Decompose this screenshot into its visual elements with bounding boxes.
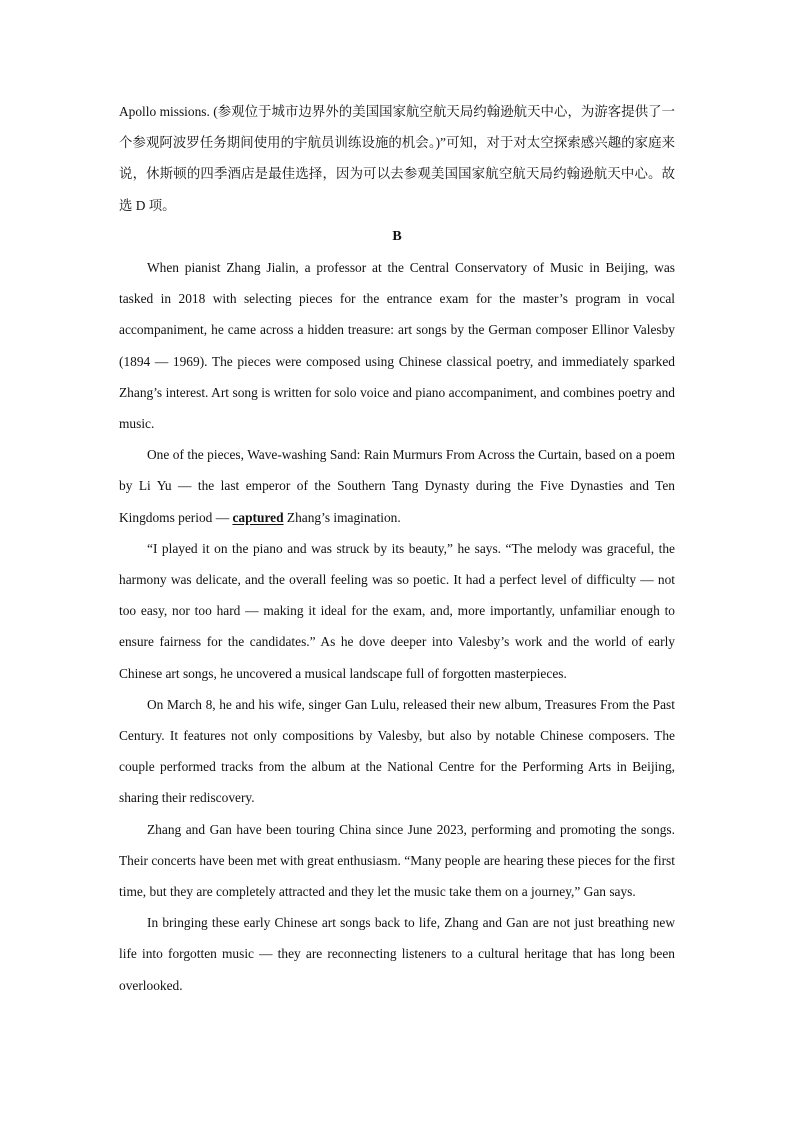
intro-paragraph: Apollo missions. (参观位于城市边界外的美国国家航空航天局约翰逊航天中心，为游客提供了一个参观阿波罗任务期间使用的宇航员训练设施的机会。)”可知，对于对太空探索感兴趣的家庭来说，休斯顿的四季酒店是最佳选择，因为可以去参观美国国家航空航天局约翰逊航天中心。故选 D 项。 — [119, 104, 675, 213]
paragraph-1: When pianist Zhang Jialin, a professor at the Central Conservatory of Music in Beijing, was tasked in 2018 with selecting pieces for the entrance exam for the master’s program in vocal accompaniment, he came across a hidden treasure: art songs by the German composer Ellinor Valesby (1894 — 1969). The pieces were composed using Chinese classical poetry, and immediately sparked Zhang’s interest. Art song is written for solo voice and piano accompaniment, and combines poetry and music. — [119, 260, 675, 432]
highlighted-word: captured — [232, 509, 284, 525]
paragraph-2-text-after: Zhang’s imagination. — [283, 509, 401, 525]
paragraph-5: Zhang and Gan have been touring China since June 2023, performing and promoting the songs. Their concerts have been met with great enthusiasm. “Many people are hearing these pieces for the first time, but they are completely attracted and they let the music take them on a journey,” Gan says. — [119, 821, 675, 900]
paragraph-3: “I played it on the piano and was struck by its beauty,” he says. “The melody was graceful, the harmony was delicate, and the overall feeling was so poetic. It had a perfect level of difficulty — not too easy, nor too hard — making it ideal for the exam, and, more importantly, unfamiliar enough to ensure fairness for the candidates.” As he dove deeper into Valesby’s work and the world of early Chinese art songs, he uncovered a musical landscape full of forgotten masterpieces. — [119, 540, 675, 681]
paragraph-2 — [119, 439, 675, 533]
paragraph-4: On March 8, he and his wife, singer Gan Lulu, released their new album, Treasures From the Past Century. It features not only compositions by Valesby, but also by notable Chinese composers. The couple performed tracks from the album at the National Centre for the Performing Arts in Beijing, sharing their rediscovery. — [119, 696, 675, 806]
paragraph-2-text-before: One of the pieces, Wave-washing Sand: Rain Murmurs From Across the Curtain, based on a poem by Li Yu — the last emperor of the Southern Tang Dynasty during the Five Dynasties and Ten Kingdoms period — — [119, 447, 675, 525]
paragraph-6: In bringing these early Chinese art songs back to life, Zhang and Gan are not just breathing new life into forgotten music — they are reconnecting listeners to a cultural heritage that has long been overlooked. — [119, 915, 675, 993]
section-heading: B — [392, 228, 402, 244]
document-page — [119, 96, 675, 1001]
